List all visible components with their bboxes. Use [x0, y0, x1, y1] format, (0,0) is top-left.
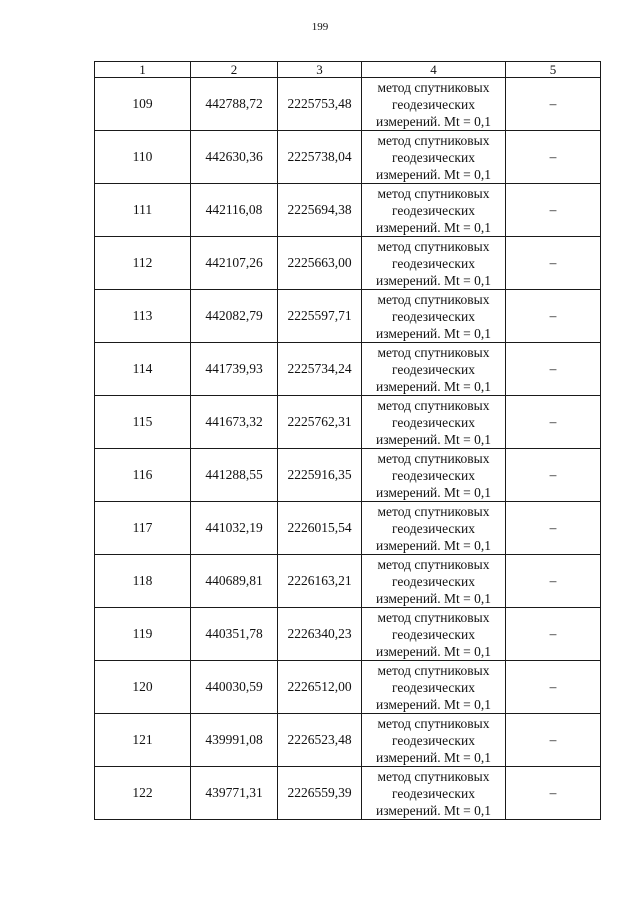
point-number-cell: 121	[95, 714, 191, 767]
x-coordinate-cell: 442788,72	[191, 78, 278, 131]
note-cell: –	[506, 343, 601, 396]
method-line: геодезических	[392, 202, 475, 218]
method-line: метод спутниковых	[377, 344, 490, 360]
table-header-row	[95, 62, 601, 78]
point-number-cell: 122	[95, 767, 191, 820]
method-line: геодезических	[392, 255, 475, 271]
method-line: геодезических	[392, 573, 475, 589]
method-description-cell	[362, 290, 506, 343]
note-cell: –	[506, 555, 601, 608]
table-row	[95, 714, 601, 767]
method-line: метод спутниковых	[377, 132, 490, 148]
x-coordinate-cell: 440030,59	[191, 661, 278, 714]
note-cell: –	[506, 502, 601, 555]
note-cell: –	[506, 131, 601, 184]
point-number-cell: 118	[95, 555, 191, 608]
x-coordinate-cell: 442082,79	[191, 290, 278, 343]
note-cell: –	[506, 661, 601, 714]
table-row	[95, 237, 601, 290]
table-row	[95, 290, 601, 343]
method-description-cell	[362, 502, 506, 555]
note-cell: –	[506, 237, 601, 290]
point-number-cell: 117	[95, 502, 191, 555]
y-coordinate-cell: 2225753,48	[278, 78, 362, 131]
note-cell: –	[506, 396, 601, 449]
x-coordinate-cell: 439771,31	[191, 767, 278, 820]
column-header-4: 4	[362, 62, 506, 78]
x-coordinate-cell: 442107,26	[191, 237, 278, 290]
column-header-2: 2	[191, 62, 278, 78]
table-row	[95, 608, 601, 661]
method-description-cell	[362, 767, 506, 820]
point-number-cell: 114	[95, 343, 191, 396]
point-number-cell: 115	[95, 396, 191, 449]
method-line: измерений. Mt = 0,1	[375, 696, 492, 712]
method-line: геодезических	[392, 149, 475, 165]
table-row	[95, 78, 601, 131]
method-description-cell	[362, 555, 506, 608]
method-line: метод спутниковых	[377, 450, 490, 466]
method-line: метод спутниковых	[377, 503, 490, 519]
column-header-3: 3	[278, 62, 362, 78]
table-row	[95, 767, 601, 820]
method-line: измерений. Mt = 0,1	[375, 643, 492, 659]
method-line: геодезических	[392, 732, 475, 748]
y-coordinate-cell: 2226559,39	[278, 767, 362, 820]
method-description-cell	[362, 343, 506, 396]
method-line: измерений. Mt = 0,1	[375, 537, 492, 553]
method-line: измерений. Mt = 0,1	[375, 431, 492, 447]
method-line: метод спутниковых	[377, 556, 490, 572]
y-coordinate-cell: 2225663,00	[278, 237, 362, 290]
point-number-cell: 120	[95, 661, 191, 714]
method-line: геодезических	[392, 467, 475, 483]
method-line: геодезических	[392, 679, 475, 695]
y-coordinate-cell: 2225694,38	[278, 184, 362, 237]
method-line: измерений. Mt = 0,1	[375, 113, 492, 129]
note-cell: –	[506, 714, 601, 767]
method-line: метод спутниковых	[377, 609, 490, 625]
method-line: метод спутниковых	[377, 397, 490, 413]
method-line: измерений. Mt = 0,1	[375, 484, 492, 500]
table-body	[95, 78, 601, 820]
y-coordinate-cell: 2226340,23	[278, 608, 362, 661]
method-description-cell	[362, 661, 506, 714]
note-cell: –	[506, 78, 601, 131]
y-coordinate-cell: 2225738,04	[278, 131, 362, 184]
x-coordinate-cell: 441032,19	[191, 502, 278, 555]
method-line: метод спутниковых	[377, 715, 490, 731]
y-coordinate-cell: 2225762,31	[278, 396, 362, 449]
x-coordinate-cell: 442630,36	[191, 131, 278, 184]
method-line: измерений. Mt = 0,1	[375, 590, 492, 606]
method-description-cell	[362, 78, 506, 131]
method-line: геодезических	[392, 785, 475, 801]
column-header-1: 1	[95, 62, 191, 78]
x-coordinate-cell: 441288,55	[191, 449, 278, 502]
method-line: метод спутниковых	[377, 185, 490, 201]
note-cell: –	[506, 608, 601, 661]
y-coordinate-cell: 2226163,21	[278, 555, 362, 608]
table-row	[95, 661, 601, 714]
point-number-cell: 110	[95, 131, 191, 184]
method-line: геодезических	[392, 361, 475, 377]
method-description-cell	[362, 608, 506, 661]
y-coordinate-cell: 2225734,24	[278, 343, 362, 396]
point-number-cell: 113	[95, 290, 191, 343]
coordinates-table	[94, 61, 601, 820]
method-line: метод спутниковых	[377, 79, 490, 95]
method-line: измерений. Mt = 0,1	[375, 166, 492, 182]
method-line: геодезических	[392, 626, 475, 642]
x-coordinate-cell: 439991,08	[191, 714, 278, 767]
method-line: метод спутниковых	[377, 291, 490, 307]
x-coordinate-cell: 442116,08	[191, 184, 278, 237]
method-line: геодезических	[392, 414, 475, 430]
table-row	[95, 555, 601, 608]
method-line: геодезических	[392, 520, 475, 536]
note-cell: –	[506, 767, 601, 820]
y-coordinate-cell: 2225916,35	[278, 449, 362, 502]
table-row	[95, 131, 601, 184]
method-description-cell	[362, 131, 506, 184]
table-row	[95, 502, 601, 555]
x-coordinate-cell: 440351,78	[191, 608, 278, 661]
page-number: 199	[311, 21, 329, 33]
method-line: метод спутниковых	[377, 662, 490, 678]
point-number-cell: 109	[95, 78, 191, 131]
point-number-cell: 112	[95, 237, 191, 290]
method-description-cell	[362, 184, 506, 237]
method-description-cell	[362, 237, 506, 290]
y-coordinate-cell: 2226523,48	[278, 714, 362, 767]
method-line: метод спутниковых	[377, 768, 490, 784]
table-row	[95, 449, 601, 502]
y-coordinate-cell: 2226015,54	[278, 502, 362, 555]
x-coordinate-cell: 440689,81	[191, 555, 278, 608]
point-number-cell: 119	[95, 608, 191, 661]
method-line: измерений. Mt = 0,1	[375, 378, 492, 394]
method-line: измерений. Mt = 0,1	[375, 802, 492, 818]
method-description-cell	[362, 396, 506, 449]
method-line: геодезических	[392, 96, 475, 112]
method-description-cell	[362, 449, 506, 502]
table-row	[95, 396, 601, 449]
point-number-cell: 111	[95, 184, 191, 237]
method-line: геодезических	[392, 308, 475, 324]
note-cell: –	[506, 290, 601, 343]
method-line: измерений. Mt = 0,1	[375, 749, 492, 765]
table-row	[95, 184, 601, 237]
point-number-cell: 116	[95, 449, 191, 502]
method-line: измерений. Mt = 0,1	[375, 272, 492, 288]
x-coordinate-cell: 441739,93	[191, 343, 278, 396]
method-description-cell	[362, 714, 506, 767]
method-line: метод спутниковых	[377, 238, 490, 254]
column-header-5: 5	[506, 62, 601, 78]
y-coordinate-cell: 2226512,00	[278, 661, 362, 714]
method-line: измерений. Mt = 0,1	[375, 325, 492, 341]
x-coordinate-cell: 441673,32	[191, 396, 278, 449]
note-cell: –	[506, 449, 601, 502]
y-coordinate-cell: 2225597,71	[278, 290, 362, 343]
note-cell: –	[506, 184, 601, 237]
table-row	[95, 343, 601, 396]
method-line: измерений. Mt = 0,1	[375, 219, 492, 235]
